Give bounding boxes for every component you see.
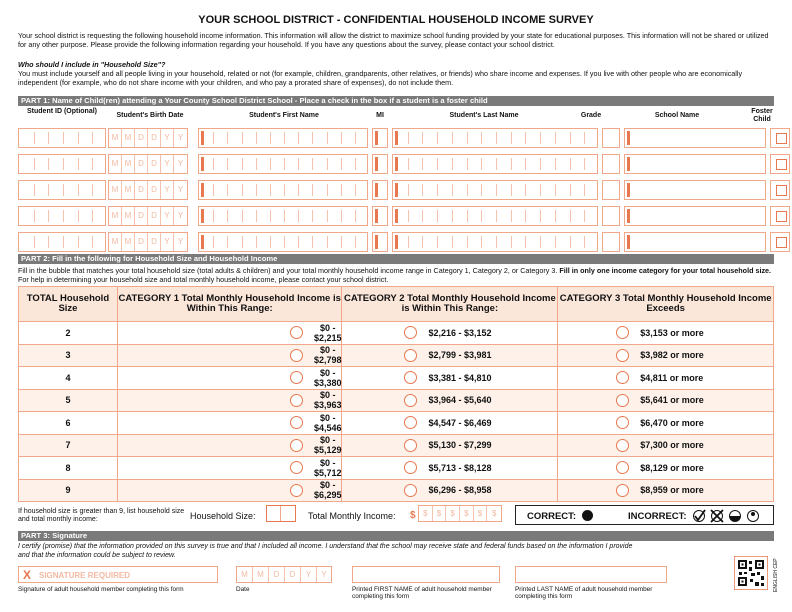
household-size-value: 7 — [19, 434, 118, 457]
col-grade: Grade — [580, 112, 602, 119]
page-title: YOUR SCHOOL DISTRICT - CONFIDENTIAL HOUSEHOLD INCOME SURVEY — [198, 14, 594, 26]
income-range-cat1: $0 - $3,963 — [313, 390, 342, 411]
col-student-id: Student ID (Optional) — [27, 108, 97, 115]
col-last-name: Student's Last Name — [449, 112, 519, 119]
col-category-3: CATEGORY 3 Total Monthly Household Income Exceeds — [558, 287, 774, 322]
income-bubble-cat2[interactable] — [404, 484, 417, 497]
printed-last-name-label: Printed LAST NAME of adult household member completing this form — [515, 586, 653, 600]
mi-field[interactable] — [372, 128, 388, 148]
birth-date-field[interactable]: M M D D Y Y — [108, 128, 188, 148]
col-birth-date: Student's Birth Date — [116, 112, 184, 119]
student-id-field[interactable] — [18, 206, 106, 226]
income-range-cat3: $6,470 or more — [640, 417, 704, 428]
income-range-cat3: $8,959 or more — [640, 485, 704, 496]
income-range-cat2: $3,381 - $4,810 — [428, 372, 492, 383]
col-mi: MI — [376, 112, 384, 119]
marking-example — [515, 505, 774, 525]
total-income-label: Total Monthly Income: — [308, 511, 396, 521]
income-range-cat3: $3,982 or more — [640, 350, 704, 361]
school-name-field[interactable] — [624, 180, 766, 200]
income-range-cat1: $0 - $4,546 — [313, 412, 342, 433]
income-bubble-cat1[interactable] — [290, 461, 303, 474]
income-range-cat3: $4,811 or more — [640, 372, 704, 383]
income-table — [18, 286, 774, 502]
student-row — [18, 154, 774, 174]
income-bubble-cat3[interactable] — [616, 461, 629, 474]
income-bubble-cat3[interactable] — [616, 394, 629, 407]
income-bubble-cat3[interactable] — [616, 416, 629, 429]
certify-text: I certify (promise) that the information provided on this survey is true and that I included all income. I understand that the school may receive state and federal funds based on the information I provide and that the information could be subject to review. — [18, 543, 633, 559]
last-name-field[interactable] — [392, 154, 598, 174]
income-row — [19, 412, 774, 435]
birth-date-field[interactable]: M M D D Y Y — [108, 180, 188, 200]
signature-date-field[interactable]: M M D D Y Y — [236, 566, 332, 583]
income-range-cat2: $3,964 - $5,640 — [428, 395, 492, 406]
income-bubble-cat1[interactable] — [290, 371, 303, 384]
income-bubble-cat3[interactable] — [616, 349, 629, 362]
filled-bubble-icon — [582, 510, 593, 521]
grade-field[interactable] — [602, 154, 620, 174]
income-bubble-cat3[interactable] — [616, 484, 629, 497]
income-bubble-cat2[interactable] — [404, 416, 417, 429]
first-name-field[interactable] — [198, 154, 368, 174]
first-name-field[interactable] — [198, 128, 368, 148]
correct-label: CORRECT: — [527, 511, 577, 522]
printed-last-name-field[interactable] — [515, 566, 667, 583]
date-label: Date — [236, 586, 250, 593]
qr-code-icon — [734, 556, 768, 590]
income-bubble-cat1[interactable] — [290, 349, 303, 362]
household-answer: You must include yourself and all people living in your household, related or not (for example, children, grandparents, other relatives, or friends) who share income and expenses. If you live with other people who are economically independent (for example, who do not share income with your children, and who pay a prorated share of expenses), do not include them. — [18, 69, 743, 87]
first-name-field[interactable] — [198, 206, 368, 226]
foster-checkbox[interactable] — [770, 180, 790, 200]
household-size-field[interactable] — [266, 505, 296, 522]
birth-date-field[interactable]: M M D D Y Y — [108, 154, 188, 174]
incorrect-marks-icon — [692, 509, 766, 523]
income-range-cat2: $6,296 - $8,958 — [428, 485, 492, 496]
household-size-value: 4 — [19, 367, 118, 390]
income-bubble-cat2[interactable] — [404, 326, 417, 339]
intro-text: Your school district is requesting the following household income information. This information will allow the district to maximize school funding provided by your state for educational purposes. This information will not be shared or utilized for any other purpose. Please provide the following information regarding your household. If you have any questions about the survey, please contact your school district. — [18, 31, 769, 49]
foster-checkbox[interactable] — [770, 154, 790, 174]
income-range-cat1: $0 - $2,215 — [313, 322, 342, 343]
income-row — [19, 367, 774, 390]
signature-label: Signature of adult household member completing this form — [18, 586, 184, 593]
income-bubble-cat1[interactable] — [290, 394, 303, 407]
household-size-value: 9 — [19, 479, 118, 502]
household-size-value: 3 — [19, 344, 118, 367]
last-name-field[interactable] — [392, 180, 598, 200]
income-range-cat2: $2,799 - $3,981 — [428, 350, 492, 361]
income-row — [19, 344, 774, 367]
school-name-field[interactable] — [624, 154, 766, 174]
col-category-1: CATEGORY 1 Total Monthly Household Income is Within This Range: — [117, 287, 342, 322]
foster-checkbox[interactable] — [770, 232, 790, 252]
grade-field[interactable] — [602, 232, 620, 252]
foster-checkbox[interactable] — [770, 206, 790, 226]
household-size-value: 2 — [19, 322, 118, 345]
total-income-field[interactable]: $ $ $ $ $ $ — [418, 505, 502, 522]
grade-field[interactable] — [602, 128, 620, 148]
income-range-cat2: $4,547 - $6,469 — [428, 417, 492, 428]
income-range-cat2: $5,130 - $7,299 — [428, 440, 492, 451]
income-bubble-cat2[interactable] — [404, 349, 417, 362]
part2-header: PART 2: Fill in the following for Household Size and Household Income — [18, 254, 774, 264]
household-size-value: 8 — [19, 457, 118, 480]
income-bubble-cat2[interactable] — [404, 461, 417, 474]
student-id-field[interactable] — [18, 128, 106, 148]
income-bubble-cat2[interactable] — [404, 394, 417, 407]
household-size-value: 5 — [19, 389, 118, 412]
col-household-size: TOTAL Household Size — [19, 287, 118, 322]
greater-than-9-note: If household size is greater than 9, list household size and total monthly income: — [18, 508, 185, 523]
part3-header: PART 3: Signature — [18, 531, 774, 541]
income-bubble-cat1[interactable] — [290, 326, 303, 339]
income-range-cat2: $2,216 - $3,152 — [428, 327, 492, 338]
grade-field[interactable] — [602, 180, 620, 200]
printed-first-name-field[interactable] — [352, 566, 500, 583]
income-row — [19, 389, 774, 412]
foster-checkbox[interactable] — [770, 128, 790, 148]
col-foster: Foster Child — [751, 108, 773, 123]
income-range-cat1: $0 - $2,798 — [313, 345, 342, 366]
income-range-cat3: $7,300 or more — [640, 440, 704, 451]
printed-first-name-label: Printed FIRST NAME of adult household member completing this form — [352, 586, 492, 600]
signature-field[interactable] — [18, 566, 218, 583]
income-bubble-cat2[interactable] — [404, 439, 417, 452]
dollar-sign: $ — [410, 510, 416, 521]
income-row — [19, 457, 774, 480]
income-range-cat1: $0 - $6,295 — [313, 480, 342, 501]
incorrect-label: INCORRECT: — [628, 511, 687, 522]
student-row — [18, 128, 774, 148]
school-name-field[interactable] — [624, 128, 766, 148]
col-category-2: CATEGORY 2 Total Monthly Household Income is Within This Range: — [342, 287, 558, 322]
student-row — [18, 180, 774, 200]
income-bubble-cat1[interactable] — [290, 416, 303, 429]
col-first-name: Student's First Name — [249, 112, 319, 119]
household-size-label: Household Size: — [190, 511, 256, 521]
student-id-field[interactable] — [18, 232, 106, 252]
income-bubble-cat1[interactable] — [290, 484, 303, 497]
income-range-cat1: $0 - $3,380 — [313, 367, 342, 388]
birth-date-field[interactable]: M M D D Y Y — [108, 206, 188, 226]
form-code: ENGLISH CEP — [773, 558, 779, 592]
signature-placeholder: SIGNATURE REQUIRED — [39, 571, 130, 580]
household-size-value: 6 — [19, 412, 118, 435]
school-name-field[interactable] — [624, 232, 766, 252]
last-name-field[interactable] — [392, 206, 598, 226]
x-mark-icon: X — [23, 568, 32, 582]
part1-header: PART 1: Name of Child(ren) attending a Your County School District School - Place a check in the box if a student is a foster child — [18, 96, 774, 106]
income-row — [19, 322, 774, 345]
mi-field[interactable] — [372, 154, 388, 174]
mi-field[interactable] — [372, 206, 388, 226]
last-name-field[interactable] — [392, 128, 598, 148]
income-row — [19, 434, 774, 457]
student-row — [18, 206, 774, 226]
student-row — [18, 232, 774, 252]
birth-date-field[interactable]: M M D D Y Y — [108, 232, 188, 252]
part2-instructions: Fill in the bubble that matches your total household size (total adults & children) and your total monthly household income range in Category 1, Category 2, or Category 3. Fill in only one income category for your total household size. For help in determining your household size and total monthly household income, please contact your school district. — [18, 266, 772, 284]
income-range-cat3: $8,129 or more — [640, 462, 704, 473]
income-range-cat3: $5,641 or more — [640, 395, 704, 406]
first-name-field[interactable] — [198, 232, 368, 252]
mi-field[interactable] — [372, 180, 388, 200]
income-range-cat1: $0 - $5,712 — [313, 457, 342, 478]
mi-field[interactable] — [372, 232, 388, 252]
income-bubble-cat2[interactable] — [404, 371, 417, 384]
income-range-cat1: $0 - $5,129 — [313, 435, 342, 456]
income-bubble-cat3[interactable] — [616, 371, 629, 384]
income-range-cat3: $3,153 or more — [640, 327, 704, 338]
household-question: Who should I include in "Household Size"? — [18, 60, 166, 69]
school-name-field[interactable] — [624, 206, 766, 226]
income-bubble-cat3[interactable] — [616, 439, 629, 452]
student-id-field[interactable] — [18, 154, 106, 174]
income-row — [19, 479, 774, 502]
col-school: School Name — [654, 112, 700, 119]
income-range-cat2: $5,713 - $8,128 — [428, 462, 492, 473]
last-name-field[interactable] — [392, 232, 598, 252]
first-name-field[interactable] — [198, 180, 368, 200]
income-bubble-cat3[interactable] — [616, 326, 629, 339]
grade-field[interactable] — [602, 206, 620, 226]
student-id-field[interactable] — [18, 180, 106, 200]
income-bubble-cat1[interactable] — [290, 439, 303, 452]
